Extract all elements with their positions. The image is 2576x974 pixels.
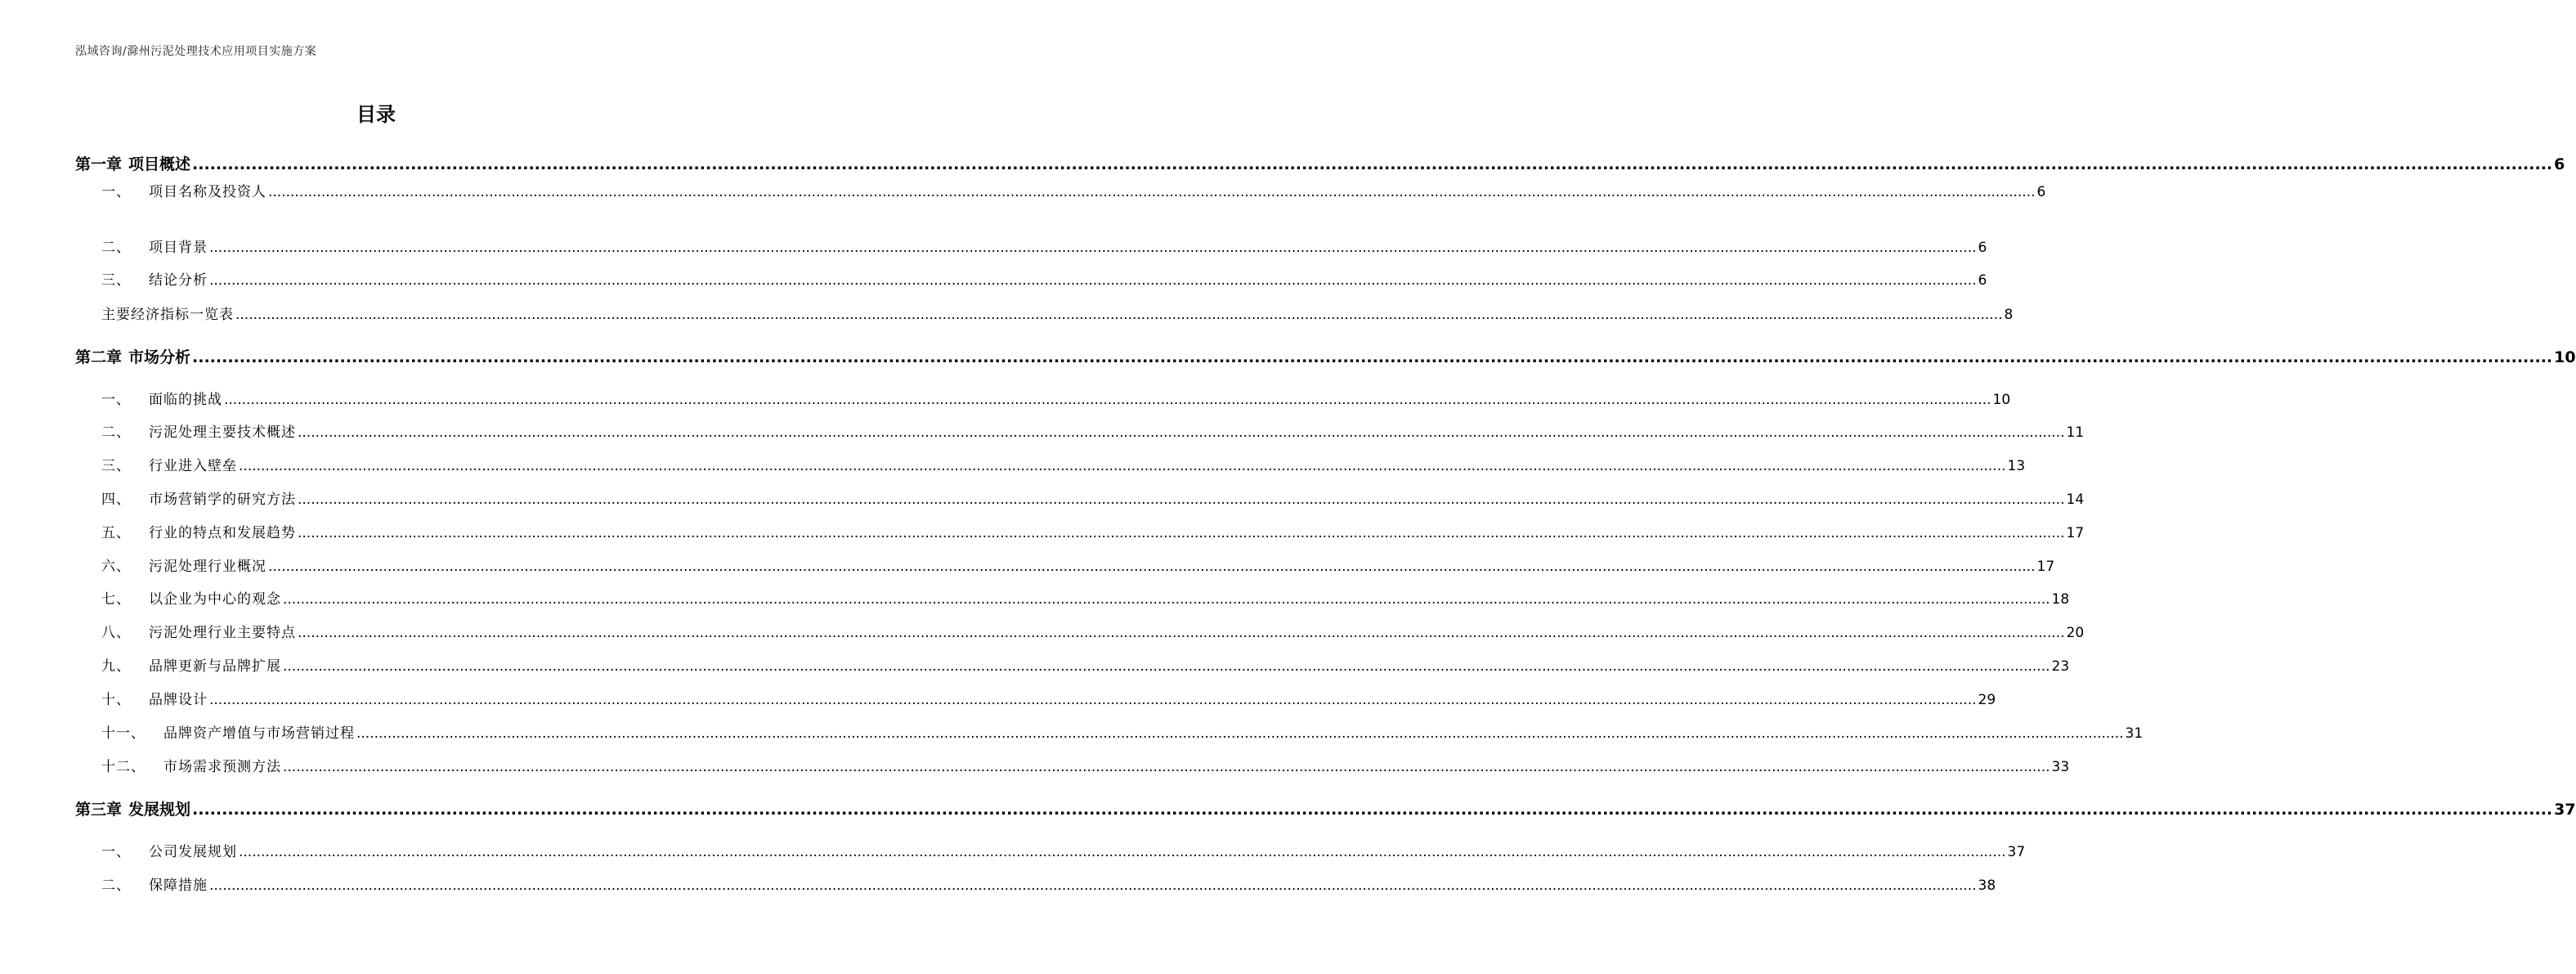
toc-page-number: 17 <box>2066 525 2085 541</box>
toc-leader-dots: ................................................................................................................................................................................................................................................................................................................................................................................................................ <box>239 844 2006 860</box>
toc-entry-label: 结论分析 <box>149 272 208 289</box>
toc-entry-label: 公司发展规划 <box>149 844 237 860</box>
toc-leader-dots: ................................................................................................................................................................................................................................................................................................................................................................................................................ <box>283 591 2050 608</box>
toc-entry-number: 三、 <box>101 272 131 289</box>
toc-page-number: 37 <box>2554 801 2576 819</box>
toc-entry-number: 九、 <box>101 658 131 675</box>
toc-entry-label: 项目概述 <box>128 155 191 173</box>
toc-leader-dots: ................................................................................................................................................................................................................................................................................................................................................................................................................ <box>356 725 2124 742</box>
toc-entry-label: 发展规划 <box>128 801 191 819</box>
toc-entry-label: 保障措施 <box>149 877 208 894</box>
toc-page-number: 13 <box>2007 458 2026 474</box>
toc-leader-dots: ................................................................................................................................................................................................................................................................................................................................................................................................................ <box>283 759 2050 775</box>
toc-page-number: 31 <box>2125 725 2144 742</box>
toc-entry-label: 项目背景 <box>149 240 208 256</box>
toc-leader-dots: ................................................................................................................................................................................................................................................................................................................................................................................................................ <box>209 877 1977 894</box>
toc-entry-label: 品牌设计 <box>149 692 208 708</box>
toc-page-number: 6 <box>1978 240 1987 256</box>
toc-entry-number: 第一章 <box>75 155 123 173</box>
toc-section-entry[interactable] <box>101 420 2085 441</box>
toc-section-entry[interactable] <box>101 621 2085 641</box>
toc-section-entry[interactable] <box>101 180 2046 200</box>
toc-entry-label: 品牌资产增值与市场营销过程 <box>164 725 355 742</box>
toc-leader-dots: ................................................................................................................................................................................................................................................................................................................................................................................................................ <box>192 348 2553 366</box>
toc-page-number: 17 <box>2036 559 2055 575</box>
toc-entry-number: 二、 <box>101 240 131 256</box>
toc-page-number: 6 <box>1978 272 1987 289</box>
toc-entry-number: 三、 <box>101 458 131 474</box>
toc-section-entry[interactable] <box>101 487 2085 508</box>
toc-section-entry[interactable] <box>101 268 1987 289</box>
toc-entry-number: 一、 <box>101 844 131 860</box>
toc-section-entry[interactable] <box>101 303 2014 323</box>
document-header: 泓域咨询/滁州污泥处理技术应用项目实施方案 <box>75 45 317 58</box>
toc-leader-dots: ................................................................................................................................................................................................................................................................................................................................................................................................................ <box>268 559 2036 575</box>
toc-leader-dots: ................................................................................................................................................................................................................................................................................................................................................................................................................ <box>209 692 1977 708</box>
toc-entry-label: 项目名称及投资人 <box>149 184 267 200</box>
toc-chapter-entry[interactable] <box>75 797 2576 819</box>
toc-title: 目录 <box>356 103 396 126</box>
toc-entry-number: 八、 <box>101 625 131 641</box>
toc-page-number: 18 <box>2051 591 2070 608</box>
toc-section-entry[interactable] <box>101 873 1996 894</box>
toc-entry-number: 六、 <box>101 559 131 575</box>
toc-page-number: 23 <box>2051 658 2070 675</box>
toc-entry-number: 四、 <box>101 491 131 508</box>
toc-leader-dots: ................................................................................................................................................................................................................................................................................................................................................................................................................ <box>192 155 2553 173</box>
toc-section-entry[interactable] <box>101 454 2026 474</box>
toc-entry-number: 五、 <box>101 525 131 541</box>
toc-leader-dots: ................................................................................................................................................................................................................................................................................................................................................................................................................ <box>209 240 1977 256</box>
toc-entry-label: 面临的挑战 <box>149 392 222 408</box>
toc-leader-dots: ................................................................................................................................................................................................................................................................................................................................................................................................................ <box>239 458 2006 474</box>
toc-leader-dots: ................................................................................................................................................................................................................................................................................................................................................................................................................ <box>209 272 1977 289</box>
toc-leader-dots: ................................................................................................................................................................................................................................................................................................................................................................................................................ <box>235 307 2003 323</box>
toc-leader-dots: ................................................................................................................................................................................................................................................................................................................................................................................................................ <box>298 525 2065 541</box>
toc-section-entry[interactable] <box>101 688 1996 708</box>
toc-leader-dots: ................................................................................................................................................................................................................................................................................................................................................................................................................ <box>268 184 2036 200</box>
toc-section-entry[interactable] <box>101 721 2144 742</box>
toc-page-number: 37 <box>2007 844 2026 860</box>
toc-section-entry[interactable] <box>101 236 1987 256</box>
toc-section-entry[interactable] <box>101 587 2070 608</box>
toc-entry-number: 第二章 <box>75 348 123 366</box>
toc-page-number: 10 <box>2554 348 2576 366</box>
toc-page-number: 6 <box>2554 155 2565 173</box>
toc-entry-number: 七、 <box>101 591 131 608</box>
toc-entry-label: 污泥处理主要技术概述 <box>149 424 296 441</box>
toc-entry-number: 十二、 <box>101 759 146 775</box>
toc-entry-label: 主要经济指标一览表 <box>101 307 234 323</box>
toc-page-number: 6 <box>2036 184 2046 200</box>
toc-page-number: 29 <box>1978 692 1996 708</box>
toc-entry-label: 行业的特点和发展趋势 <box>149 525 296 541</box>
toc-page-number: 38 <box>1978 877 1996 894</box>
toc-entry-label: 污泥处理行业主要特点 <box>149 625 296 641</box>
toc-section-entry[interactable] <box>101 521 2085 541</box>
toc-entry-label: 市场营销学的研究方法 <box>149 491 296 508</box>
toc-entry-number: 二、 <box>101 424 131 441</box>
toc-entry-label: 品牌更新与品牌扩展 <box>149 658 281 675</box>
toc-page-number: 33 <box>2051 759 2070 775</box>
toc-entry-number: 一、 <box>101 392 131 408</box>
toc-entry-number: 十、 <box>101 692 131 708</box>
toc-section-entry[interactable] <box>101 840 2026 860</box>
toc-entry-label: 以企业为中心的观念 <box>149 591 281 608</box>
toc-section-entry[interactable] <box>101 554 2055 575</box>
toc-entry-number: 一、 <box>101 184 131 200</box>
toc-leader-dots: ................................................................................................................................................................................................................................................................................................................................................................................................................ <box>298 491 2065 508</box>
toc-entry-number: 二、 <box>101 877 131 894</box>
toc-leader-dots: ................................................................................................................................................................................................................................................................................................................................................................................................................ <box>298 424 2065 441</box>
toc-entry-label: 市场分析 <box>128 348 191 366</box>
toc-leader-dots: ................................................................................................................................................................................................................................................................................................................................................................................................................ <box>224 392 1991 408</box>
toc-entry-label: 市场需求预测方法 <box>164 759 281 775</box>
toc-section-entry[interactable] <box>101 755 2070 775</box>
toc-page-number: 8 <box>2004 307 2014 323</box>
toc-page-number: 20 <box>2066 625 2085 641</box>
toc-chapter-entry[interactable] <box>75 152 2565 174</box>
toc-page-number: 14 <box>2066 491 2085 508</box>
toc-entry-label: 污泥处理行业概况 <box>149 559 267 575</box>
toc-page-number: 11 <box>2066 424 2085 441</box>
toc-entry-label: 行业进入壁垒 <box>149 458 237 474</box>
toc-leader-dots: ................................................................................................................................................................................................................................................................................................................................................................................................................ <box>283 658 2050 675</box>
toc-entry-number: 第三章 <box>75 801 123 819</box>
toc-page-number: 10 <box>1992 392 2011 408</box>
toc-section-entry[interactable] <box>101 654 2070 675</box>
toc-leader-dots: ................................................................................................................................................................................................................................................................................................................................................................................................................ <box>192 801 2553 819</box>
toc-leader-dots: ................................................................................................................................................................................................................................................................................................................................................................................................................ <box>298 625 2065 641</box>
toc-chapter-entry[interactable] <box>75 345 2576 367</box>
toc-entry-number: 十一、 <box>101 725 146 742</box>
toc-section-entry[interactable] <box>101 388 2011 408</box>
